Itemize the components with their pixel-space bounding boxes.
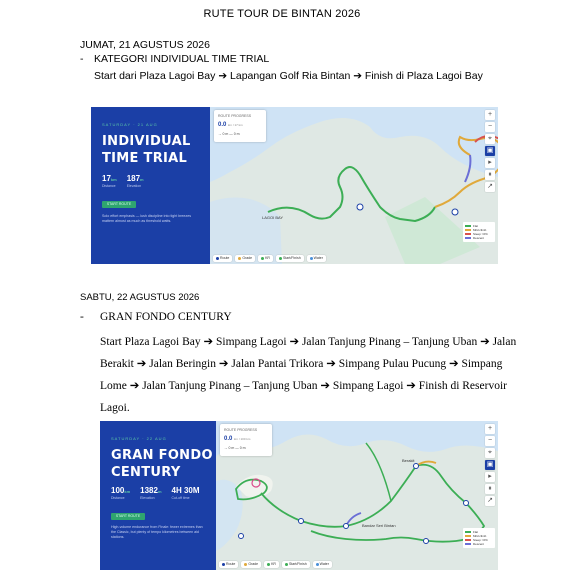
chip-grade-label: Grade (242, 256, 253, 260)
gf-title (111, 447, 213, 481)
gf-map-controls (485, 424, 495, 506)
share-button[interactable]: ↗ (485, 496, 495, 506)
legend-steep-label: Steep >6% (473, 538, 488, 542)
day2-category (80, 311, 232, 323)
day2-category-label: GRAN FONDO CENTURY (100, 311, 232, 323)
legend-descent (465, 236, 493, 240)
zoom-in-button[interactable]: + (485, 424, 495, 434)
day1-category-label: KATEGORI INDIVIDUAL TIME TRIAL (94, 53, 270, 65)
chip-start-finish-label: Start/Finish (282, 256, 301, 260)
share-button[interactable]: ↗ (485, 182, 495, 192)
itt-map[interactable] (210, 107, 498, 264)
chip-kr-label: KR (271, 562, 276, 566)
chip-kr-label: KR (265, 256, 270, 260)
itt-start-badge[interactable]: START ROUTE (102, 201, 136, 208)
gf-map[interactable] (216, 421, 498, 570)
itt-distance-value: 17 (102, 174, 111, 183)
gf-progress-card (220, 424, 272, 456)
gf-description: High-volume endurance from Finale: fewer extremes than the Classic, but plenty of tempo kilometres between aid stations. (111, 525, 203, 539)
day1-category (80, 53, 269, 65)
chip-water-label: Water (319, 562, 329, 566)
chip-grade[interactable] (241, 561, 261, 568)
itt-waypoint[interactable] (452, 209, 458, 215)
gf-title-line1: GRAN FONDO (111, 448, 213, 463)
chip-grade[interactable] (235, 255, 255, 262)
locate-button[interactable]: ⌖ (485, 448, 495, 458)
play-button[interactable]: ▸ (485, 158, 495, 168)
itt-waypoint[interactable] (357, 204, 363, 210)
locate-button[interactable]: ⌖ (485, 134, 495, 144)
gf-waypoint[interactable] (299, 519, 304, 524)
itt-title-line2: TIME TRIAL (102, 151, 188, 166)
itt-elevation-unit: m (140, 177, 144, 182)
gf-progress-header: ROUTE PROGRESS (224, 428, 258, 432)
gf-map-label-berakit: Berakit (402, 458, 415, 463)
zoom-out-button[interactable]: − (485, 122, 495, 132)
itt-info-panel (91, 107, 210, 264)
pause-button[interactable]: ⏸ (485, 484, 495, 494)
chip-kr[interactable] (264, 561, 279, 568)
gf-stats (111, 486, 200, 500)
itt-legend (463, 222, 495, 242)
zoom-out-button[interactable]: − (485, 436, 495, 446)
gf-elevation-label: Elevation (140, 496, 155, 500)
itt-progress-value: 0.0 (218, 122, 227, 128)
chip-kr[interactable] (258, 255, 273, 262)
itt-elevation-stat (127, 174, 144, 188)
chip-grade-label: Grade (248, 562, 259, 566)
itt-progress-unit: km / 17 km (228, 123, 243, 127)
itt-description: Solo effort emphasis — lush discipline into tight breezes mattern almost as much as threshold watts. (102, 214, 192, 223)
gf-progress-unit: km / 100 km (234, 437, 251, 441)
day1-date: JUMAT, 21 AGUSTUS 2026 (80, 39, 210, 51)
itt-kicker: SATURDAY · 21 AUG (102, 122, 158, 127)
list-dash: - (80, 311, 84, 323)
gf-cutoff-label: Cut-off time (171, 496, 190, 500)
itt-distance-unit: km (110, 177, 117, 182)
zoom-in-button[interactable]: + (485, 110, 495, 120)
chip-start-finish[interactable] (276, 255, 304, 262)
legend-steep-label: Steep >6% (473, 232, 488, 236)
legend-descent-label: Descent (473, 236, 485, 240)
itt-distance-label: Distance (102, 184, 116, 188)
list-dash: - (80, 53, 84, 65)
gf-distance-stat (111, 486, 130, 500)
legend-flat-label: Flat (473, 224, 479, 228)
gf-kicker: SATURDAY · 22 AUG (111, 436, 167, 441)
gf-elevation-value: 1382 (140, 486, 158, 495)
gf-legend (463, 528, 495, 548)
gf-progress-row: → 0 m — 0 m (224, 446, 246, 450)
west-bay-area (216, 480, 243, 551)
legend-flat-label: Flat (473, 530, 479, 534)
chip-start-finish-label: Start/Finish (288, 562, 307, 566)
gf-waypoint[interactable] (424, 539, 429, 544)
itt-title-line1: INDIVIDUAL (102, 134, 191, 149)
gf-progress-value: 0.0 (224, 436, 233, 442)
gf-info-panel (100, 421, 216, 570)
legend-descent (465, 542, 493, 546)
gf-waypoint[interactable] (414, 464, 419, 469)
itt-title (102, 133, 191, 167)
gf-waypoint[interactable] (464, 501, 469, 506)
legend-climb-label: Mild climb (473, 228, 487, 232)
play-button[interactable]: ▸ (485, 472, 495, 482)
chip-route-label: Route (226, 562, 236, 566)
gf-title-line2: CENTURY (111, 465, 181, 480)
chip-route[interactable] (219, 561, 238, 568)
legend-descent-label: Descent (473, 542, 485, 546)
chip-route[interactable] (213, 255, 232, 262)
gf-progress-value-row (224, 436, 250, 442)
gran-fondo-route-card (100, 421, 498, 570)
itt-map-controls (485, 110, 495, 192)
gf-cutoff-stat (172, 486, 200, 500)
chip-start-finish[interactable] (282, 561, 310, 568)
gf-distance-label: Distance (111, 496, 125, 500)
gf-route-north (366, 443, 391, 501)
chip-water[interactable] (307, 255, 326, 262)
pause-button[interactable]: ⏸ (485, 170, 495, 180)
legend-climb-label: Mild climb (473, 534, 487, 538)
document-title: RUTE TOUR DE BINTAN 2026 (203, 8, 361, 20)
day1-route: Start dari Plaza Lagoi Bay ➔ Lapangan Golf Ria Bintan ➔ Finish di Plaza Lagoi Bay (94, 70, 483, 82)
itt-stats (102, 174, 144, 188)
gf-cutoff-value: 4H 30M (171, 486, 200, 495)
itt-progress-header: ROUTE PROGRESS (218, 114, 252, 118)
chip-route-label: Route (220, 256, 230, 260)
itt-layer-chips (213, 255, 326, 262)
itt-elevation-label: Elevation (126, 184, 142, 188)
gf-waypoint[interactable] (344, 524, 349, 529)
gf-distance-value: 100 (111, 486, 125, 495)
gf-start-badge[interactable]: START ROUTE (111, 513, 145, 520)
day2-date: SABTU, 22 AGUSTUS 2026 (80, 292, 200, 303)
day2-route: Start Plaza Lagoi Bay ➔ Simpang Lagoi ➔ Jalan Tanjung Pinang – Tanjung Uban ➔ Jalan Berakit ➔ Jalan Beringin ➔ Jalan Pantai Trikora ➔ Simpang Pulau Pucung ➔ Simpang Lome ➔ Jalan Tanjung Pinang – Tanjung Uban ➔ Simpang Lagoi ➔ Finish di Reservoir Lagoi. (100, 336, 517, 414)
gf-elevation-unit: m (157, 489, 162, 494)
itt-elevation-value: 187 (126, 174, 141, 183)
chip-water[interactable] (313, 561, 332, 568)
gf-waypoint[interactable] (239, 534, 244, 539)
gf-map-label-bandar: Bandar Seri Bintan (362, 523, 396, 528)
chip-water-label: Water (313, 256, 323, 260)
gf-elevation-stat (140, 486, 161, 500)
gf-layer-chips (219, 561, 332, 568)
itt-distance-stat (102, 174, 117, 188)
itt-progress-row: → 0 m — 0 m (218, 132, 240, 136)
itt-progress-card (214, 110, 266, 142)
layers-button[interactable]: ▣ (486, 147, 494, 154)
layers-button[interactable]: ▣ (486, 461, 494, 468)
gf-distance-unit: km (124, 489, 131, 494)
itt-progress-value-row (218, 122, 243, 128)
itt-map-label: LAGOI BAY (262, 215, 284, 220)
gf-route-main (261, 465, 487, 542)
itt-route-card (91, 107, 498, 264)
